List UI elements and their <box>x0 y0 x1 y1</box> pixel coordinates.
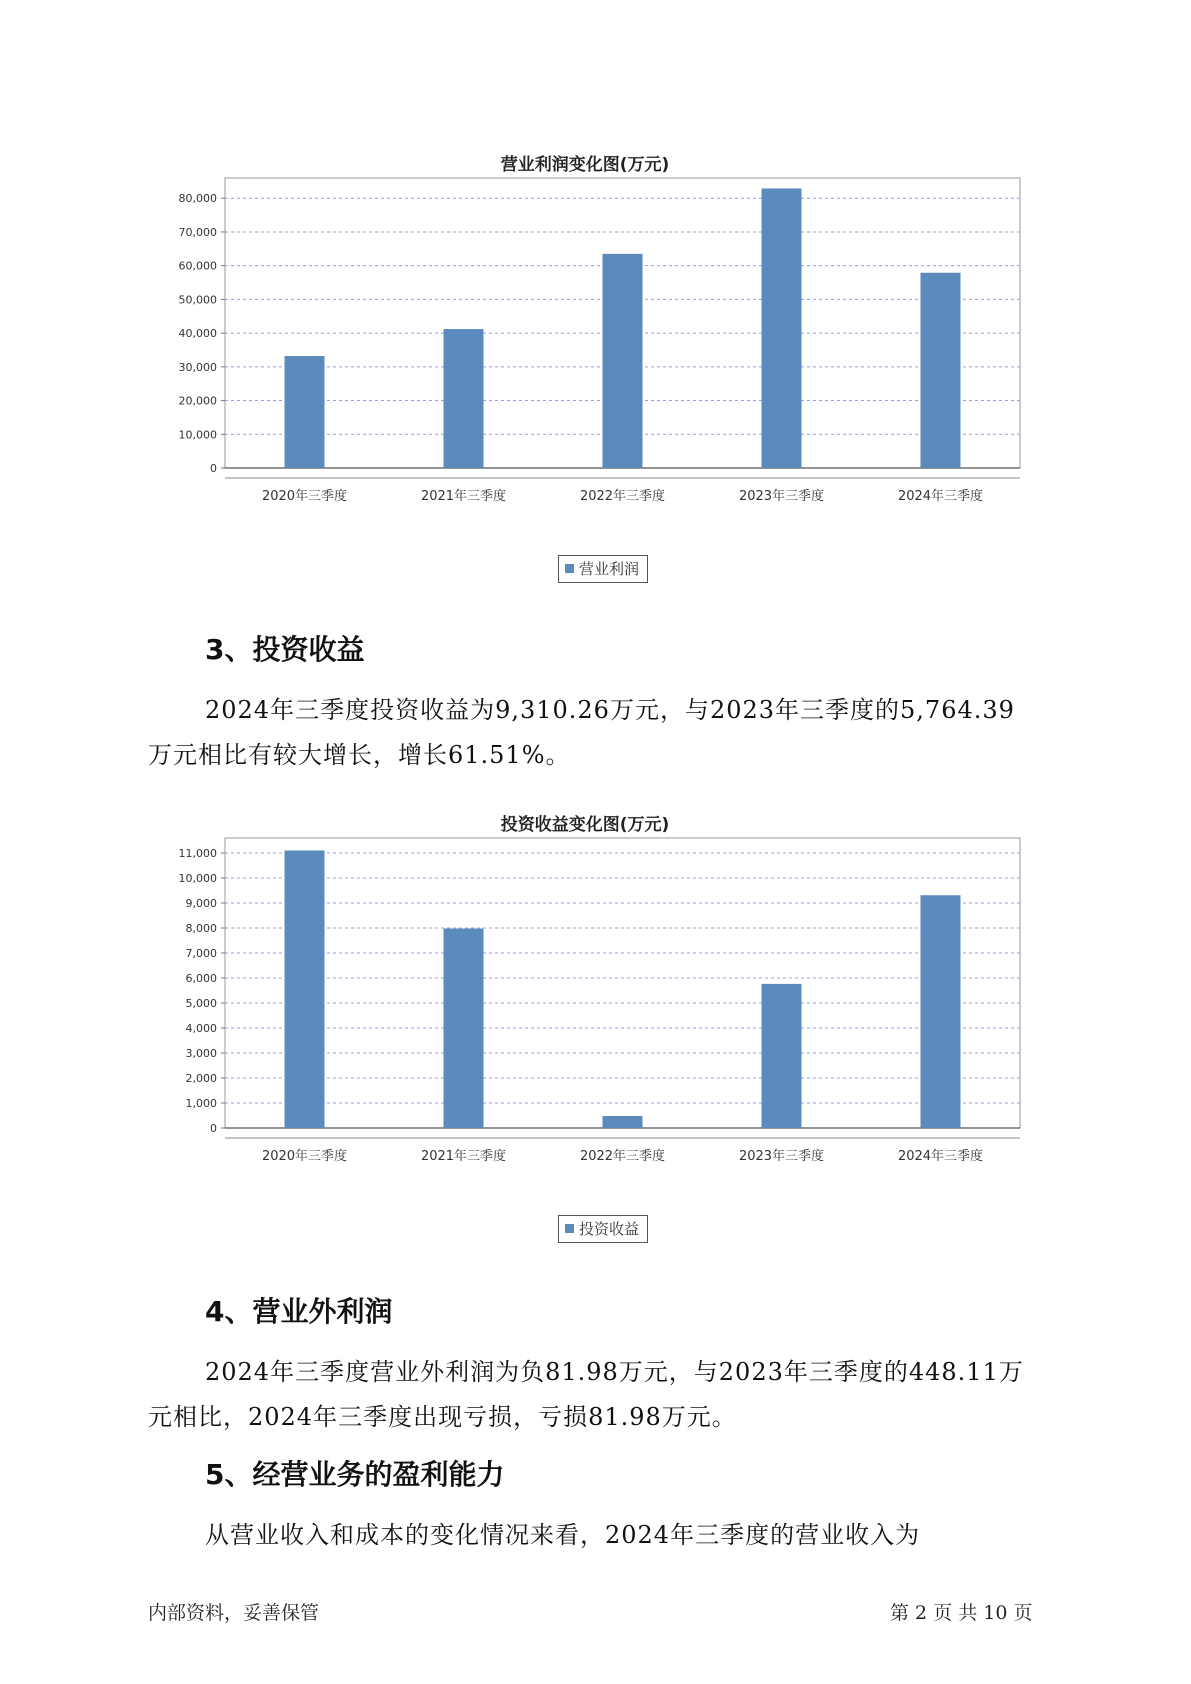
chart-svg <box>150 150 1020 590</box>
investment-income-chart <box>150 810 1020 1250</box>
operating-profit-chart <box>150 150 1020 590</box>
paragraph-line: 从营业收入和成本的变化情况来看，2024年三季度的营业收入为 <box>205 1521 921 1549</box>
y-tick-label: 2,000 <box>185 1072 217 1085</box>
y-tick-label: 6,000 <box>185 972 217 985</box>
x-tick-label: 2020年三季度 <box>261 1149 348 1164</box>
chart-title: 投资收益变化图(万元) <box>500 815 670 835</box>
y-tick-label: 4,000 <box>185 1022 217 1035</box>
section-heading-non-operating-profit: 4、营业外利润 <box>205 1295 393 1328</box>
chart-legend <box>558 1215 648 1243</box>
x-tick-label: 2023年三季度 <box>738 1149 825 1164</box>
x-tick-label: 2024年三季度 <box>897 489 984 504</box>
section-heading-profitability: 5、经营业务的盈利能力 <box>205 1458 505 1491</box>
y-tick-label: 5,000 <box>185 997 217 1010</box>
paragraph-line: 元相比，2024年三季度出现亏损，亏损81.98万元。 <box>148 1403 737 1431</box>
bar-2021年三季度 <box>444 329 484 468</box>
bar-2022年三季度 <box>603 1116 643 1128</box>
y-tick-label: 70,000 <box>178 225 217 239</box>
y-tick-label: 40,000 <box>178 327 217 341</box>
x-tick-label: 2021年三季度 <box>420 1149 507 1164</box>
bar-2023年三季度 <box>762 188 802 468</box>
bar-2021年三季度 <box>444 929 484 1129</box>
paragraph-line: 2024年三季度投资收益为9,310.26万元，与2023年三季度的5,764.39 <box>205 696 1015 724</box>
plot-area <box>225 838 1020 1128</box>
legend-label: 投资收益 <box>579 1220 640 1238</box>
y-tick-label: 7,000 <box>185 947 217 960</box>
bar-2023年三季度 <box>762 984 802 1128</box>
legend-label: 营业利润 <box>579 560 640 578</box>
y-tick-label: 11,000 <box>178 847 217 860</box>
section-heading-investment-income: 3、投资收益 <box>205 633 365 666</box>
y-tick-label: 60,000 <box>178 259 217 273</box>
y-tick-label: 80,000 <box>178 192 217 206</box>
x-tick-label: 2022年三季度 <box>579 1149 666 1164</box>
y-tick-label: 1,000 <box>185 1097 217 1110</box>
chart-legend <box>558 555 648 583</box>
x-tick-label: 2021年三季度 <box>420 489 507 504</box>
bar-2020年三季度 <box>285 851 325 1129</box>
bar-2020年三季度 <box>285 356 325 468</box>
paragraph-line: 万元相比有较大增长，增长61.51%。 <box>148 741 571 769</box>
footer-page-number: 第 2 页 共 10 页 <box>890 1602 1033 1624</box>
footer-confidential-note: 内部资料，妥善保管 <box>148 1602 320 1624</box>
y-tick-label: 9,000 <box>185 897 217 910</box>
y-tick-label: 10,000 <box>178 872 217 885</box>
y-tick-label: 20,000 <box>178 394 217 408</box>
y-tick-label: 10,000 <box>178 428 217 442</box>
x-tick-label: 2024年三季度 <box>897 1149 984 1164</box>
x-tick-label: 2022年三季度 <box>579 489 666 504</box>
legend-swatch <box>565 564 574 573</box>
x-tick-label: 2023年三季度 <box>738 489 825 504</box>
y-tick-label: 0 <box>210 1122 217 1135</box>
bar-2024年三季度 <box>921 273 961 468</box>
y-tick-label: 8,000 <box>185 922 217 935</box>
bar-2024年三季度 <box>921 895 961 1128</box>
y-tick-label: 30,000 <box>178 360 217 374</box>
legend-swatch <box>565 1224 574 1233</box>
paragraph-line: 2024年三季度营业外利润为负81.98万元，与2023年三季度的448.11万 <box>205 1358 1024 1386</box>
chart-title: 营业利润变化图(万元) <box>500 155 670 175</box>
y-tick-label: 50,000 <box>178 293 217 307</box>
y-tick-label: 3,000 <box>185 1047 217 1060</box>
x-tick-label: 2020年三季度 <box>261 489 348 504</box>
bar-2022年三季度 <box>603 254 643 468</box>
chart-svg <box>150 810 1020 1250</box>
y-tick-label: 0 <box>210 462 217 475</box>
